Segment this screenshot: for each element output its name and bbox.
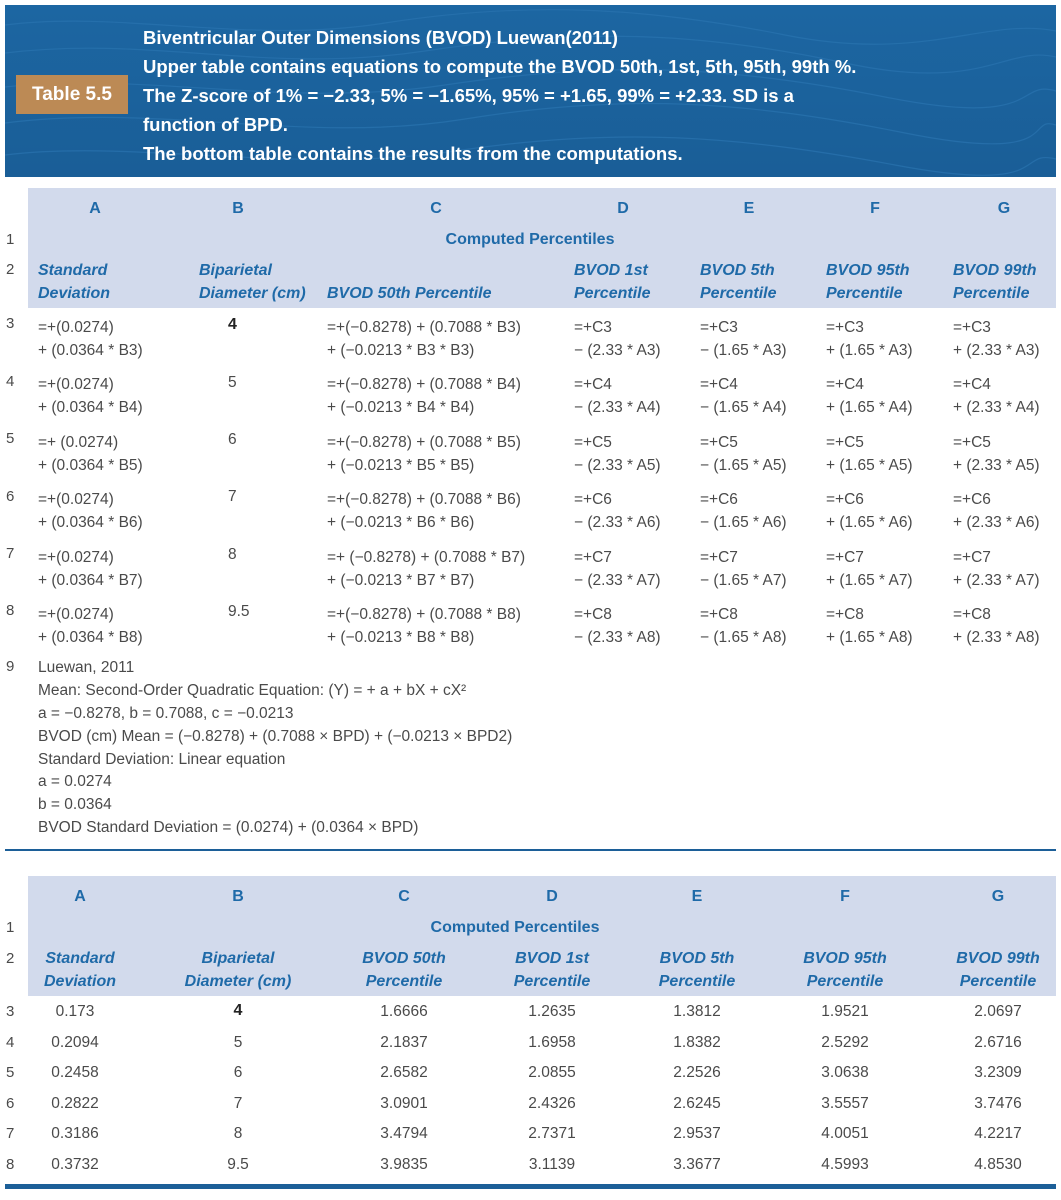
note-bvod-mean: BVOD (cm) Mean = (−0.8278) + (0.7088 × BPD) + (−0.0213 × BPD2) (38, 728, 513, 745)
top-col-header-standard-deviation (38, 259, 110, 305)
formula-cell-c (327, 373, 521, 419)
formula-cell-e (700, 373, 787, 419)
formula-line: =+(0.0274) (38, 606, 114, 623)
formula-cell-f (826, 316, 913, 362)
formula-line: + (0.0364 * B4) (38, 399, 143, 416)
formula-cell-f (826, 373, 913, 419)
formula-line: + (1.65 * A6) (826, 514, 913, 531)
formula-line: + (1.65 * A4) (826, 399, 913, 416)
formula-cell-e (700, 603, 787, 649)
header-line: BVOD 50th Percentile (327, 285, 492, 302)
caption-line-2: Upper table contains equations to compute the BVOD 50th, 1st, 5th, 95th, 99th %. (143, 56, 857, 77)
top-row-number: 7 (6, 545, 15, 562)
top-col-header-bvod-5th (700, 259, 776, 305)
formula-cell-c (327, 546, 525, 592)
header-line: BVOD 1st (515, 950, 589, 967)
value-cell-c: 2.6582 (380, 1064, 428, 1081)
formula-line: =+C8 (574, 606, 612, 623)
header-line: BVOD 95th (803, 950, 887, 967)
top-row-number: 5 (6, 430, 15, 447)
header-line: Deviation (43, 973, 116, 990)
value-cell-a: 0.3186 (51, 1125, 99, 1142)
header-line: BVOD 99th (956, 950, 1040, 967)
bottom-row-number: 2 (6, 950, 15, 967)
value-cell-a: 0.3732 (51, 1156, 99, 1173)
formula-line: + (−0.0213 * B5 * B5) (327, 457, 475, 474)
top-col-header-biparietal-diameter (199, 259, 306, 305)
bottom-col-letter-g: G (991, 888, 1005, 905)
top-col-letter-d: D (617, 200, 629, 217)
value-cell-b: 7 (233, 1095, 243, 1112)
formula-line: =+C7 (953, 549, 991, 566)
formula-cell-g (953, 316, 1040, 362)
formula-line: =+C6 (826, 491, 864, 508)
top-col-letter-g: G (997, 200, 1011, 217)
formula-line: =+(0.0274) (38, 319, 114, 336)
formula-line: =+C4 (826, 376, 864, 393)
header-line: BVOD 95th (826, 262, 910, 279)
formula-cell-f (826, 603, 913, 649)
header-line: Percentile (513, 973, 591, 990)
value-cell-a: 0.2822 (51, 1095, 99, 1112)
formula-cell-c (327, 316, 521, 362)
value-cell-e: 3.3677 (673, 1156, 721, 1173)
header-line: Diameter (cm) (199, 285, 306, 302)
formula-line: − (2.33 * A3) (574, 342, 661, 359)
top-col-letter-a: A (89, 200, 101, 217)
top-col-letter-e: E (743, 200, 755, 217)
value-cell-d: 2.0855 (528, 1064, 576, 1081)
formula-cell-a (38, 431, 143, 477)
formula-line: =+C7 (574, 549, 612, 566)
header-line: BVOD 1st (574, 262, 648, 279)
formula-line: + (−0.0213 * B7 * B7) (327, 572, 475, 589)
bottom-col-header-bvod-99th (938, 947, 1058, 993)
value-cell-b: 9.5 (227, 1156, 249, 1173)
formula-line: =+C7 (826, 549, 864, 566)
formula-line: =+(0.0274) (38, 549, 114, 566)
value-cell-f: 4.0051 (821, 1125, 869, 1142)
formula-cell-d (574, 603, 661, 649)
header-line: Percentile (700, 285, 777, 302)
formula-line: − (1.65 * A3) (700, 342, 787, 359)
formula-cell-f (826, 488, 913, 534)
note-source: Luewan, 2011 (38, 659, 135, 676)
header-line: Biparietal (201, 950, 275, 967)
top-row-number: 2 (6, 261, 15, 278)
formula-cell-g (953, 488, 1040, 534)
formula-line: =+C7 (700, 549, 738, 566)
header-line: Standard (45, 950, 115, 967)
formula-line: =+C4 (574, 376, 612, 393)
formula-cell-d (574, 373, 661, 419)
bottom-col-letter-b: B (232, 888, 244, 905)
value-cell-e: 1.3812 (673, 1003, 721, 1020)
formula-line: − (2.33 * A7) (574, 572, 661, 589)
value-cell-b: 5 (233, 1034, 243, 1051)
formula-line: + (2.33 * A4) (953, 399, 1040, 416)
formula-line: =+C6 (953, 491, 991, 508)
top-col-header-bvod-99th (953, 259, 1037, 305)
formula-line: − (1.65 * A4) (700, 399, 787, 416)
value-cell-g: 4.8530 (974, 1156, 1022, 1173)
bpd-value-cell: 8 (228, 546, 237, 563)
top-col-letter-c: C (430, 200, 442, 217)
formula-cell-a (38, 603, 143, 649)
formula-line: =+(0.0274) (38, 376, 114, 393)
top-col-header-bvod-95th (826, 259, 910, 305)
note-mean-equation: Mean: Second-Order Quadratic Equation: (Y) = + a + bX + cX² (38, 682, 467, 699)
value-cell-e: 2.9537 (673, 1125, 721, 1142)
bottom-col-header-biparietal-diameter (168, 947, 308, 993)
formula-cell-e (700, 431, 787, 477)
formula-line: + (0.0364 * B7) (38, 572, 143, 589)
formula-line: + (−0.0213 * B4 * B4) (327, 399, 475, 416)
value-cell-g: 3.2309 (974, 1064, 1022, 1081)
top-row-number: 1 (6, 231, 15, 248)
formula-line: =+C8 (953, 606, 991, 623)
caption-line-5: The bottom table contains the results from the computations. (143, 143, 683, 164)
formula-line: =+ (0.0274) (38, 434, 119, 451)
formula-cell-a (38, 373, 143, 419)
formula-line: + (0.0364 * B6) (38, 514, 143, 531)
formula-cell-c (327, 488, 521, 534)
value-cell-c: 3.0901 (380, 1095, 428, 1112)
top-computed-percentiles-label: Computed Percentiles (445, 231, 615, 248)
bottom-col-header-bvod-50th (344, 947, 464, 993)
formula-line: − (1.65 * A6) (700, 514, 787, 531)
formula-cell-a (38, 488, 143, 534)
top-row-number: 9 (6, 658, 15, 675)
formula-cell-d (574, 546, 661, 592)
value-cell-g: 2.6716 (974, 1034, 1022, 1051)
formula-line: =+(−0.8278) + (0.7088 * B3) (327, 319, 521, 336)
formula-cell-f (826, 431, 913, 477)
bottom-row-number: 4 (6, 1034, 15, 1051)
formula-line: − (2.33 * A5) (574, 457, 661, 474)
formula-line: =+C3 (826, 319, 864, 336)
caption-line-4: function of BPD. (143, 114, 288, 135)
top-col-header-bvod-1st (574, 259, 650, 305)
top-col-letter-f: F (870, 200, 880, 217)
bpd-value-cell: 7 (228, 488, 237, 505)
formula-line: =+C6 (574, 491, 612, 508)
formula-cell-c (327, 431, 521, 477)
formula-cell-g (953, 603, 1040, 649)
bottom-row-number: 1 (6, 919, 15, 936)
value-cell-e: 2.6245 (673, 1095, 721, 1112)
caption-line-3: The Z-score of 1% = −2.33, 5% = −1.65%, 95% = +1.65, 99% = +2.33. SD is a (143, 85, 794, 106)
value-cell-c: 3.4794 (380, 1125, 428, 1142)
formula-line: + (−0.0213 * B3 * B3) (327, 342, 475, 359)
bottom-col-header-bvod-5th (637, 947, 757, 993)
note-sd-a: a = 0.0274 (38, 773, 112, 790)
value-cell-c: 1.6666 (380, 1003, 428, 1020)
formula-line: =+ (−0.8278) + (0.7088 * B7) (327, 549, 526, 566)
formula-line: − (2.33 * A4) (574, 399, 661, 416)
formula-line: + (1.65 * A8) (826, 629, 913, 646)
header-line (327, 259, 492, 282)
header-line: Percentile (953, 285, 1030, 302)
table-caption-header (5, 5, 1056, 177)
bpd-value-cell: 6 (228, 431, 237, 448)
header-line: Percentile (365, 973, 443, 990)
formula-line: − (1.65 * A8) (700, 629, 787, 646)
formula-cell-e (700, 488, 787, 534)
top-row-number: 3 (6, 315, 15, 332)
table-bottom-rule (5, 1184, 1056, 1189)
value-cell-a: 0.2458 (51, 1064, 99, 1081)
bottom-computed-percentiles-label: Computed Percentiles (430, 919, 600, 936)
formula-line: + (2.33 * A8) (953, 629, 1040, 646)
formula-cell-g (953, 373, 1040, 419)
formula-cell-a (38, 316, 143, 362)
header-line: Biparietal (199, 262, 272, 279)
bpd-value-cell: 4 (228, 316, 237, 333)
bottom-col-letter-e: E (691, 888, 703, 905)
formula-line: =+C5 (826, 434, 864, 451)
note-sd-b: b = 0.0364 (38, 796, 112, 813)
formula-line: + (2.33 * A3) (953, 342, 1040, 359)
top-col-header-bvod-50th (327, 259, 492, 305)
section-divider (5, 849, 1056, 851)
bottom-row-number: 8 (6, 1156, 15, 1173)
value-cell-d: 1.2635 (528, 1003, 576, 1020)
formula-line: − (1.65 * A5) (700, 457, 787, 474)
formula-line: =+(−0.8278) + (0.7088 * B6) (327, 491, 521, 508)
formula-line: − (1.65 * A7) (700, 572, 787, 589)
formula-line: + (−0.0213 * B6 * B6) (327, 514, 475, 531)
value-cell-d: 2.4326 (528, 1095, 576, 1112)
value-cell-d: 2.7371 (528, 1125, 576, 1142)
bottom-row-number: 5 (6, 1064, 15, 1081)
header-line: Standard (38, 262, 108, 279)
value-cell-f: 1.9521 (821, 1003, 869, 1020)
header-line: Percentile (574, 285, 651, 302)
value-cell-d: 3.1139 (528, 1156, 576, 1173)
note-mean-coefficients: a = −0.8278, b = 0.7088, c = −0.0213 (38, 705, 294, 722)
formula-cell-g (953, 431, 1040, 477)
formula-line: =+C5 (700, 434, 738, 451)
header-line: Percentile (826, 285, 903, 302)
top-col-letter-b: B (232, 200, 244, 217)
bottom-col-letter-c: C (398, 888, 410, 905)
bpd-value-cell: 5 (228, 374, 237, 391)
table-caption (143, 23, 1043, 168)
formula-cell-e (700, 546, 787, 592)
value-cell-g: 2.0697 (974, 1003, 1022, 1020)
formula-line: =+C3 (574, 319, 612, 336)
formula-line: =+C8 (700, 606, 738, 623)
formula-line: + (−0.0213 * B8 * B8) (327, 629, 475, 646)
value-cell-c: 3.9835 (380, 1156, 428, 1173)
bottom-col-header-bvod-1st (492, 947, 612, 993)
bottom-col-header-standard-deviation (20, 947, 140, 993)
formula-cell-f (826, 546, 913, 592)
value-cell-d: 1.6958 (528, 1034, 576, 1051)
value-cell-a: 0.173 (55, 1003, 95, 1020)
value-cell-b: 8 (233, 1125, 243, 1142)
formula-line: − (2.33 * A6) (574, 514, 661, 531)
note-sd-linear: Standard Deviation: Linear equation (38, 751, 286, 768)
value-cell-g: 4.2217 (974, 1125, 1022, 1142)
formula-line: + (2.33 * A7) (953, 572, 1040, 589)
value-cell-b: 6 (233, 1064, 243, 1081)
bpd-value-cell: 9.5 (228, 603, 250, 620)
header-line: Percentile (959, 973, 1037, 990)
formula-line: − (2.33 * A8) (574, 629, 661, 646)
formula-line: =+(−0.8278) + (0.7088 * B8) (327, 606, 521, 623)
formula-line: + (1.65 * A7) (826, 572, 913, 589)
value-cell-a: 0.2094 (51, 1034, 99, 1051)
formula-cell-a (38, 546, 143, 592)
value-cell-b: 4 (233, 1002, 243, 1019)
formula-line: =+C6 (700, 491, 738, 508)
bottom-row-number: 3 (6, 1003, 15, 1020)
bottom-col-letter-f: F (840, 888, 850, 905)
formula-cell-d (574, 488, 661, 534)
top-row-number: 8 (6, 602, 15, 619)
formula-cell-e (700, 316, 787, 362)
value-cell-f: 2.5292 (821, 1034, 869, 1051)
formula-line: + (2.33 * A5) (953, 457, 1040, 474)
formula-line: + (0.0364 * B3) (38, 342, 143, 359)
formula-line: =+C5 (574, 434, 612, 451)
formula-line: =+C4 (953, 376, 991, 393)
formula-line: =+(−0.8278) + (0.7088 * B5) (327, 434, 521, 451)
header-line: BVOD 50th (362, 950, 446, 967)
formula-line: =+C4 (700, 376, 738, 393)
header-line: Percentile (658, 973, 736, 990)
formula-cell-c (327, 603, 521, 649)
value-cell-f: 3.0638 (821, 1064, 869, 1081)
header-line: Percentile (806, 973, 884, 990)
formula-cell-d (574, 431, 661, 477)
bottom-col-letter-d: D (546, 888, 558, 905)
formula-line: + (0.0364 * B5) (38, 457, 143, 474)
formula-line: =+C8 (826, 606, 864, 623)
header-line: Deviation (38, 285, 111, 302)
formula-line: =+(−0.8278) + (0.7088 * B4) (327, 376, 521, 393)
value-cell-g: 3.7476 (974, 1095, 1022, 1112)
bottom-row-number: 6 (6, 1095, 15, 1112)
formula-line: + (2.33 * A6) (953, 514, 1040, 531)
header-line: BVOD 5th (700, 262, 775, 279)
value-cell-f: 4.5993 (821, 1156, 869, 1173)
note-sd-formula: BVOD Standard Deviation = (0.0274) + (0.0364 × BPD) (38, 819, 419, 836)
value-cell-e: 1.8382 (673, 1034, 721, 1051)
formula-line: =+C5 (953, 434, 991, 451)
value-cell-e: 2.2526 (673, 1064, 721, 1081)
caption-line-1: Biventricular Outer Dimensions (BVOD) Luewan(2011) (143, 27, 618, 48)
formula-line: + (1.65 * A3) (826, 342, 913, 359)
formula-line: + (1.65 * A5) (826, 457, 913, 474)
bottom-col-letter-a: A (74, 888, 86, 905)
formula-cell-d (574, 316, 661, 362)
top-row-number: 4 (6, 373, 15, 390)
formula-line: =+(0.0274) (38, 491, 114, 508)
table-number-badge: Table 5.5 (16, 75, 128, 114)
formula-line: =+C3 (700, 319, 738, 336)
bottom-row-number: 7 (6, 1125, 15, 1142)
top-row-number: 6 (6, 488, 15, 505)
value-cell-c: 2.1837 (380, 1034, 428, 1051)
header-line: Diameter (cm) (184, 973, 292, 990)
bottom-col-header-bvod-95th (785, 947, 905, 993)
formula-line: =+C3 (953, 319, 991, 336)
header-line: BVOD 5th (659, 950, 735, 967)
value-cell-f: 3.5557 (821, 1095, 869, 1112)
formula-line: + (0.0364 * B8) (38, 629, 143, 646)
header-line: BVOD 99th (953, 262, 1037, 279)
formula-cell-g (953, 546, 1040, 592)
